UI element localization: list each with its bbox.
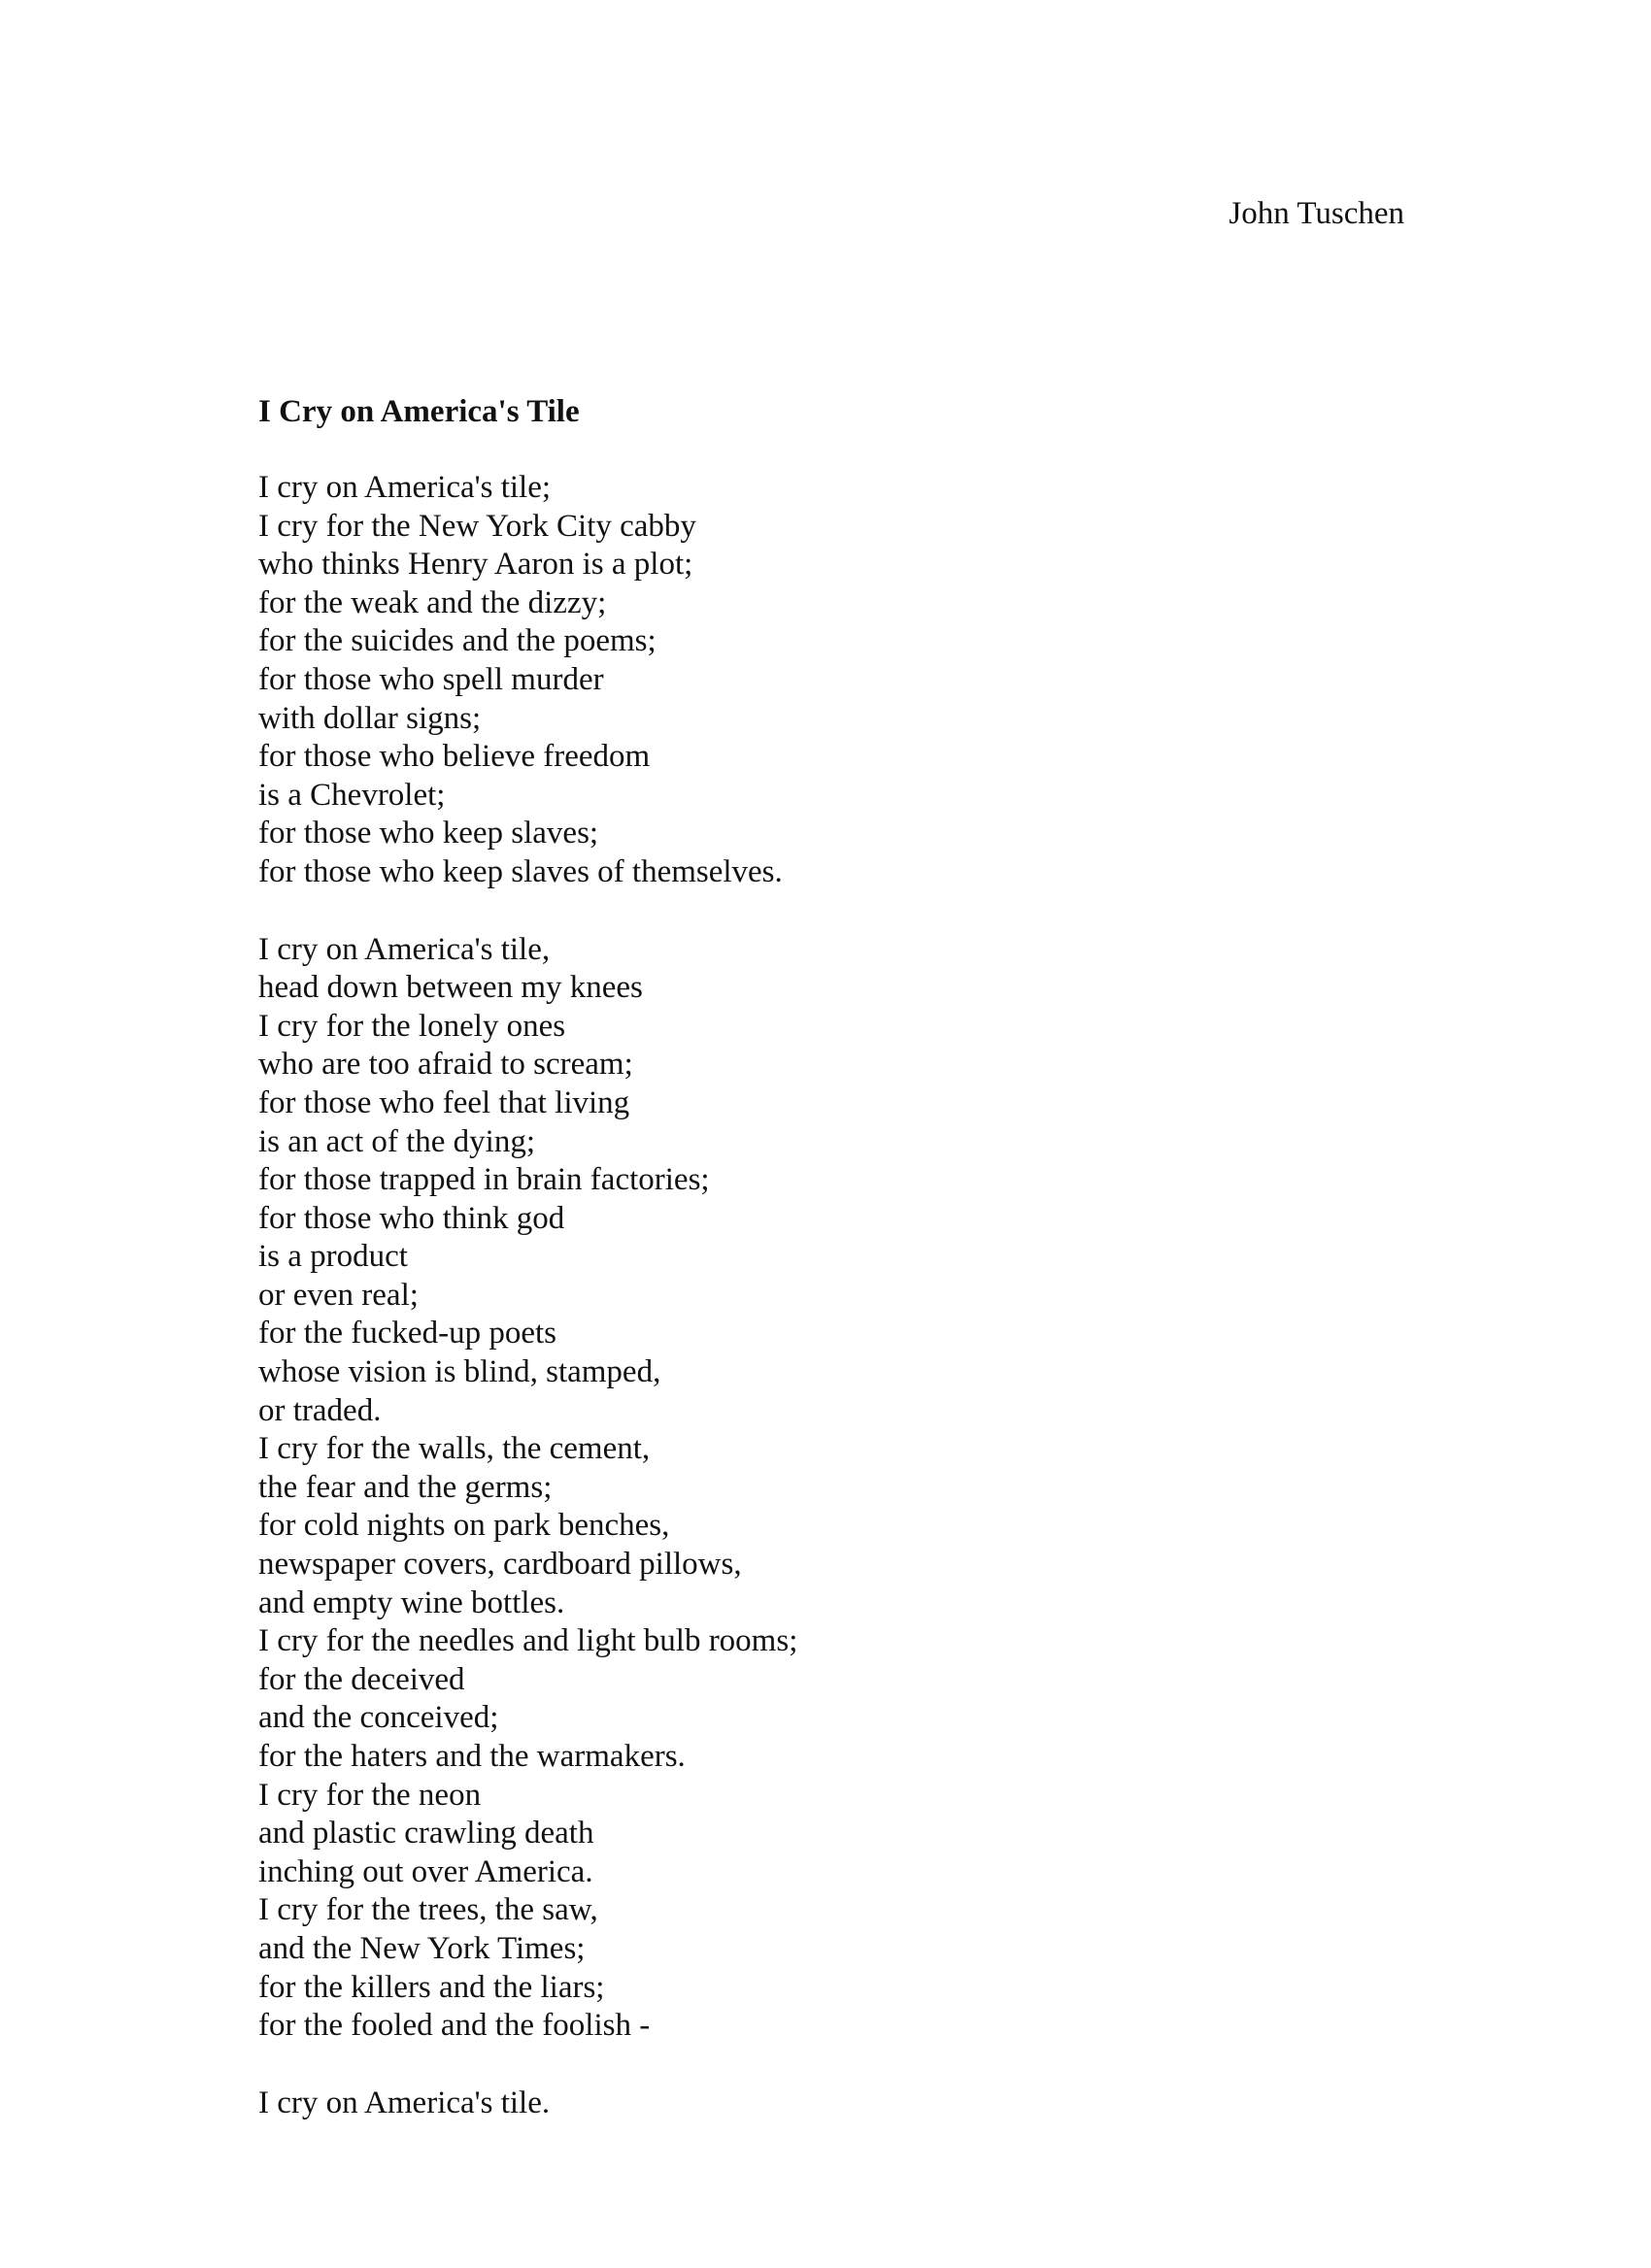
poem-line: is a Chevrolet; [258, 777, 446, 813]
poem-line: for the killers and the liars; [258, 1969, 605, 2005]
author-name: John Tuschen [1229, 196, 1404, 231]
poem-line: for those who think god [258, 1200, 565, 1236]
poem-line: for those who spell murder [258, 661, 604, 697]
poem-line: for the deceived [258, 1661, 465, 1697]
poem-line: for those who believe freedom [258, 739, 651, 775]
poem-line: and the New York Times; [258, 1930, 586, 1966]
poem-line: I cry on America's tile, [258, 931, 551, 967]
poem-line: for the haters and the warmakers. [258, 1739, 686, 1774]
poem-body [258, 469, 1404, 2122]
poem-line: I cry for the walls, the cement, [258, 1431, 651, 1467]
poem-line: or even real; [258, 1277, 419, 1313]
poem-line: I cry for the needles and light bulb rooms; [258, 1623, 798, 1659]
poem-line: I cry for the New York City cabby [258, 508, 696, 544]
poem-line: with dollar signs; [258, 700, 482, 736]
stanza [258, 2085, 1404, 2123]
poem [258, 392, 1404, 2161]
poem-line: inching out over America. [258, 1853, 593, 1889]
poem-line: is an act of the dying; [258, 1123, 536, 1159]
poem-line: and the conceived; [258, 1700, 499, 1736]
poem-line: or traded. [258, 1392, 382, 1428]
poem-line: for those who keep slaves of themselves. [258, 853, 783, 889]
poem-line: and empty wine bottles. [258, 1584, 565, 1620]
poem-line: for the weak and the dizzy; [258, 584, 607, 620]
poem-line: for those trapped in brain factories; [258, 1162, 710, 1198]
poem-line: head down between my knees [258, 970, 643, 1006]
poem-line: for cold nights on park benches, [258, 1508, 670, 1544]
poem-line: I cry for the lonely ones [258, 1008, 566, 1044]
poem-line: I cry on America's tile. [258, 2085, 551, 2120]
poem-line: who are too afraid to scream; [258, 1047, 633, 1083]
poem-line: for the fooled and the foolish - [258, 2008, 651, 2044]
stanza [258, 469, 1404, 892]
poem-line: who thinks Henry Aaron is a plot; [258, 547, 693, 583]
poem-title: I Cry on America's Tile [258, 394, 580, 429]
poem-line: for the fucked-up poets [258, 1316, 556, 1351]
poem-line: I cry for the neon [258, 1777, 482, 1813]
poem-line: the fear and the germs; [258, 1469, 553, 1505]
poem-line: for those who keep slaves; [258, 816, 599, 851]
poem-line: and plastic crawling death [258, 1816, 594, 1851]
stanza [258, 931, 1404, 2046]
poem-line: is a product [258, 1239, 408, 1275]
poem-line: I cry for the trees, the saw, [258, 1892, 598, 1928]
poem-line: for those who feel that living [258, 1084, 630, 1120]
poem-line: for the suicides and the poems; [258, 623, 657, 659]
poem-line: I cry on America's tile; [258, 470, 552, 505]
poem-line: newspaper covers, cardboard pillows, [258, 1547, 742, 1583]
poem-line: whose vision is blind, stamped, [258, 1354, 661, 1390]
